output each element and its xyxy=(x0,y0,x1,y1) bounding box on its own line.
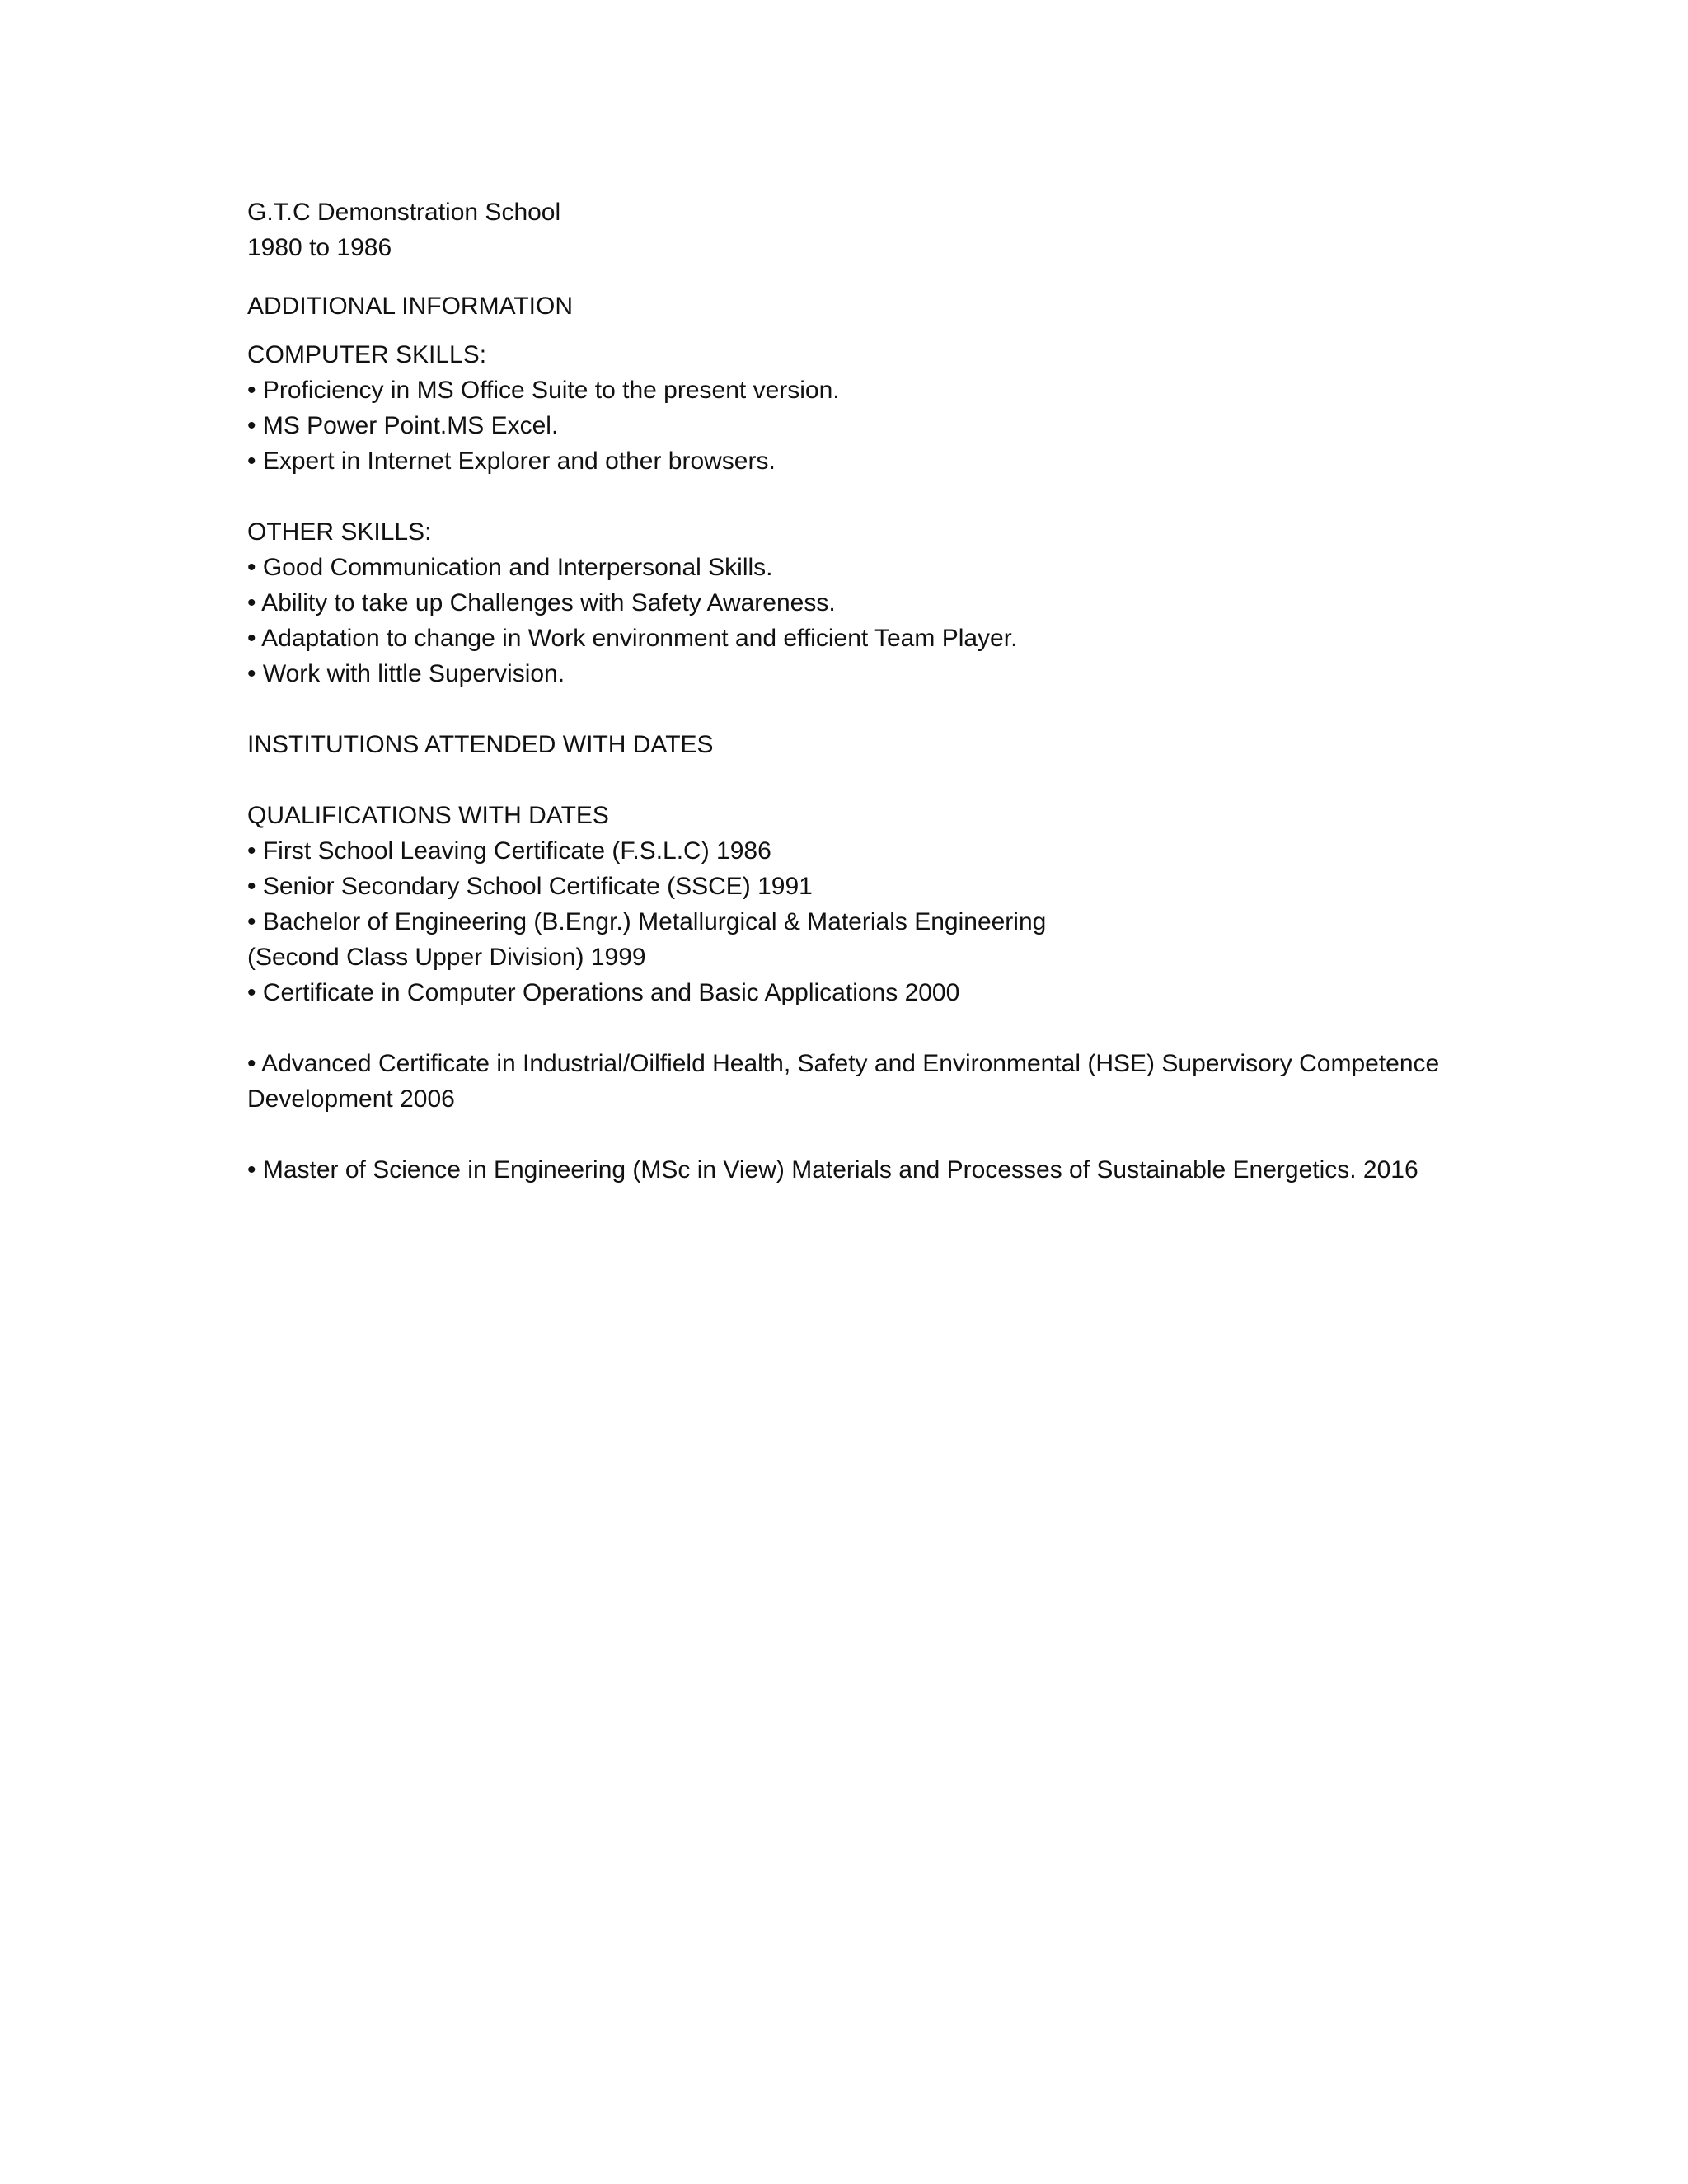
other-skills-section xyxy=(247,514,1467,691)
spacer xyxy=(247,1010,1467,1046)
school-years: 1980 to 1986 xyxy=(247,234,392,261)
additional-information-heading: ADDITIONAL INFORMATION xyxy=(247,293,574,320)
spacer xyxy=(247,265,1467,288)
list-item: • Work with little Supervision. xyxy=(247,660,565,687)
qualifications-section xyxy=(247,798,1467,1010)
spacer xyxy=(247,762,1467,798)
masters-item: • Master of Science in Engineering (MSc in View) Materials and Processes of Sustainable Energetics. 2016 xyxy=(247,1156,1418,1183)
resume-content xyxy=(247,194,1467,1188)
spacer xyxy=(247,691,1467,727)
school-entry xyxy=(247,194,1467,265)
list-item: (Second Class Upper Division) 1999 xyxy=(247,944,646,971)
spacer xyxy=(247,324,1467,337)
list-item: • First School Leaving Certificate (F.S.L.C) 1986 xyxy=(247,837,771,865)
spacer xyxy=(247,479,1467,514)
computer-skills-heading: COMPUTER SKILLS: xyxy=(247,341,487,368)
school-name: G.T.C Demonstration School xyxy=(247,199,561,226)
list-item: • Adaptation to change in Work environment and efficient Team Player. xyxy=(247,625,1018,652)
institutions-heading: INSTITUTIONS ATTENDED WITH DATES xyxy=(247,731,714,758)
list-item: • MS Power Point.MS Excel. xyxy=(247,412,559,439)
computer-skills-section xyxy=(247,337,1467,479)
list-item: • Expert in Internet Explorer and other browsers. xyxy=(247,448,776,475)
list-item: • Ability to take up Challenges with Safety Awareness. xyxy=(247,589,836,616)
list-item: • Certificate in Computer Operations and Basic Applications 2000 xyxy=(247,979,960,1006)
list-item: • Good Communication and Interpersonal Skills. xyxy=(247,554,773,581)
other-skills-heading: OTHER SKILLS: xyxy=(247,518,432,546)
qualifications-heading: QUALIFICATIONS WITH DATES xyxy=(247,802,609,829)
list-item: • Bachelor of Engineering (B.Engr.) Metallurgical & Materials Engineering xyxy=(247,908,1047,935)
list-item: • Senior Secondary School Certificate (SSCE) 1991 xyxy=(247,873,813,900)
spacer xyxy=(247,1117,1467,1152)
list-item: • Proficiency in MS Office Suite to the present version. xyxy=(247,377,840,404)
advanced-certificate-item: • Advanced Certificate in Industrial/Oilfield Health, Safety and Environmental (HSE) Supervisory Competence Development 2006 xyxy=(247,1050,1440,1113)
